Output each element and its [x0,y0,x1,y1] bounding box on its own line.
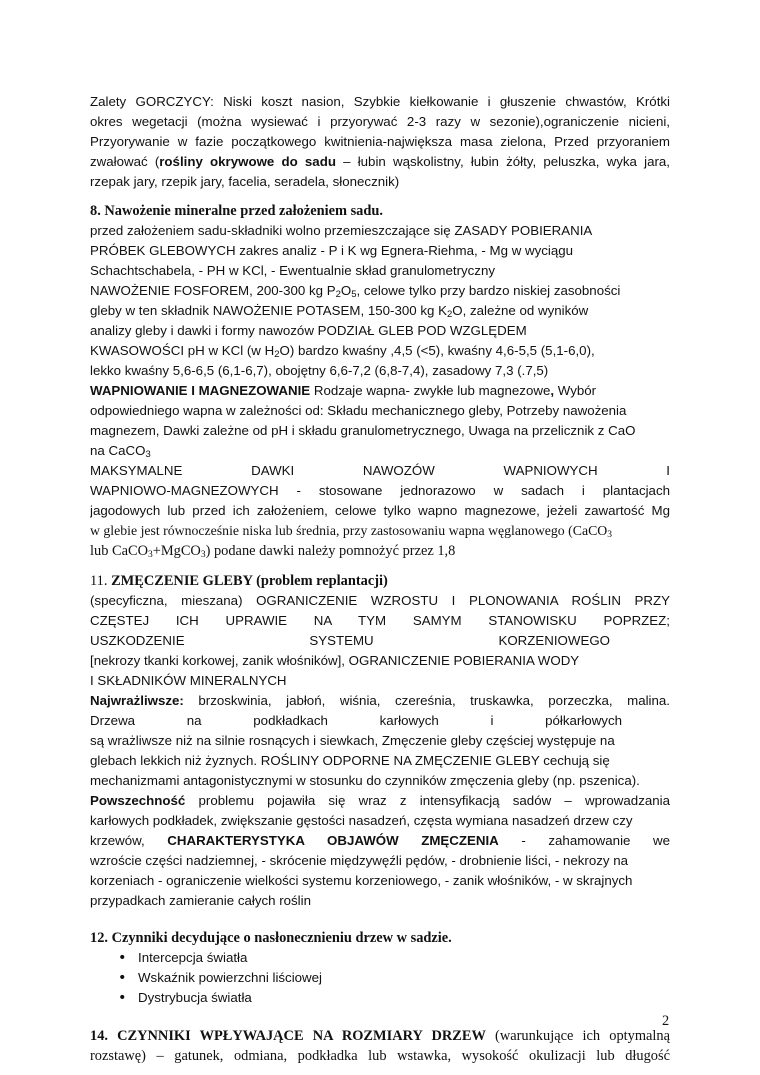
page-number: 2 [662,1013,670,1029]
section-11-line: Najwrażliwsze: brzoskwinia, jabłoń, wiśnia, czereśnia, truskawka, porzeczka, malina. [90,693,670,708]
section-8-line: przed założeniem sadu-składniki wolno przemieszczające się ZASADY POBIERANIA [90,223,593,238]
section-8-line: NAWOŻENIE FOSFOREM, 200-300 kg $P_2O_5$, celowe tylko przy bardzo niskiej zasobności [90,283,621,300]
list-item: Intercepcja światła [138,950,248,965]
section-14-heading: 14. CZYNNIKI WPŁYWAJĄCE NA ROZMIARY DRZEW (warunkujące ich optymalną [90,1028,670,1044]
gorczyca-line: Zalety GORCZYCY: Niski koszt nasion, Szybkie kiełkowanie i głuszenie chwastów, Krótki [90,94,670,109]
list-item: Wskaźnik powierzchni liściowej [138,970,322,985]
section-8-line: na CaCO$_3$ [90,443,151,460]
section-11-line: krzewów, CHARAKTERYSTYKA OBJAWÓW ZMĘCZENIA - zahamowanie we [90,833,670,848]
section-11-heading: 11. ZMĘCZENIE GLEBY (problem replantacji) [90,573,388,589]
section-11-line: I SKŁADNIKÓW MINERALNYCH [90,673,287,688]
section-8-heading: 8. Nawożenie mineralne przed założeniem sadu. [90,203,383,219]
section-8-line: w glebie jest równocześnie niska lub średnia, przy zastosowaniu wapna węglanowego (CaCO$_3$ [90,523,612,540]
gorczyca-line: zwałować (rośliny okrywowe do sadu – łubin wąskolistny, łubin żółty, peluszka, wyka jara, [90,154,670,169]
section-11-line: wzroście części nadziemnej, - skrócenie międzywęźli pędów, - drobnienie liści, - nekrozy na [90,853,629,868]
gorczyca-line: rzepak jary, rzepik jary, facelia, seradela, słonecznik) [90,174,400,189]
section-8-line: jagodowych lub przed ich założeniem, celowe tylko wapno magnezowe, jeżeli zawartość Mg [90,503,670,518]
section-8-line: magnezem, Dawki zależne od pH i składu granulometrycznego, Uwaga na przelicznik z CaO [90,423,636,438]
section-11-line: [nekrozy tkanki korkowej, zanik włośników], OGRANICZENIE POBIERANIA WODY [90,653,580,668]
section-11-line: karłowych podkładek, zwiększanie gęstości nasadzeń, częsta wymiana nasadzeń drzew czy [90,813,633,828]
section-8-line: analizy gleby i dawki i formy nawozów PODZIAŁ GLEB POD WZGLĘDEM [90,323,527,338]
section-11-line: glebach lekkich niż żyznych. ROŚLINY ODPORNE NA ZMĘCZENIE GLEBY cechują się [90,753,610,768]
section-11-line: korzeniach - ograniczenie wielkości systemu korzeniowego, - zanik włośników, - w skrajnych [90,873,633,888]
bullet-icon: • [118,990,127,1006]
gorczyca-line: okres wegetacji (można wysiewać i przyorywać 2-3 razy w sezonie),ograniczenie nicieni, [90,114,670,129]
bullet-icon: • [118,950,127,966]
section-11-line: (specyficzna, mieszana) OGRANICZENIE WZROSTU I PLONOWANIA ROŚLIN PRZY [90,593,670,608]
section-11-line: Drzewa na podkładkach karłowych i półkarłowych [90,713,622,728]
section-8-line: lekko kwaśny 5,6-6,5 (6,1-6,7), obojętny 6,6-7,2 (6,8-7,4), zasadowy 7,3 (.7,5) [90,363,549,378]
section-8-line: gleby w ten składnik NAWOŻENIE POTASEM, 150-300 kg $K_2O$, zależne od wyników [90,303,589,320]
section-12-heading: 12. Czynniki decydujące o nasłonecznieniu drzew w sadzie. [90,930,452,946]
gorczyca-line: Przyorywanie w fazie początkowego kwitnienia-największa masa zielona, Przed przyoraniem [90,134,670,149]
section-11-line: CZĘSTEJ ICH UPRAWIE NA TYM SAMYM STANOWISKU POPRZEZ; [90,613,670,628]
section-8-line: KWASOWOŚCI pH w KCl (w $H_2O$) bardzo kwaśny ,4,5 (<5), kwaśny 4,6-5,5 (5,1-6,0), [90,343,595,360]
section-8-line: WAPNIOWO-MAGNEZOWYCH - stosowane jednorazowo w sadach i plantacjach [90,483,670,498]
section-8-line: WAPNIOWANIE I MAGNEZOWANIE Rodzaje wapna- zwykłe lub magnezowe, Wybór [90,383,597,398]
section-11-line: są wrażliwsze niż na silnie rosnących i siewkach, Zmęczenie gleby częściej występuje na [90,733,615,748]
section-11-line: Powszechność problemu pojawiła się wraz z intensyfikacją sadów – wprowadzania [90,793,670,808]
list-item: Dystrybucja światła [138,990,252,1005]
section-11-line: przypadkach zamieranie całych roślin [90,893,311,908]
section-8-line: lub CaCO$_3$+MgCO$_3$) podane dawki należy pomnożyć przez 1,8 [90,543,456,560]
section-11-line: USZKODZENIE SYSTEMU KORZENIOWEGO [90,633,610,648]
section-8-line: MAKSYMALNE DAWKI NAWOZÓW WAPNIOWYCH I [90,463,670,478]
section-8-line: odpowiedniego wapna w zależności od: Składu mechanicznego gleby, Potrzeby nawożenia [90,403,627,418]
section-8-line: PRÓBEK GLEBOWYCH zakres analiz - P i K wg Egnera-Riehma, - Mg w wyciągu [90,243,574,258]
section-8-line: Schachtschabela, - PH w KCl, - Ewentualnie skład granulometryczny [90,263,495,278]
section-11-line: mechanizmami antagonistycznymi w stosunku do czynników zmęczenia gleby (np. pszenica). [90,773,640,788]
bullet-icon: • [118,970,127,986]
section-14-line: rozstawę) – gatunek, odmiana, podkładka lub wstawka, wysokość okulizacji lub długość [90,1048,670,1064]
